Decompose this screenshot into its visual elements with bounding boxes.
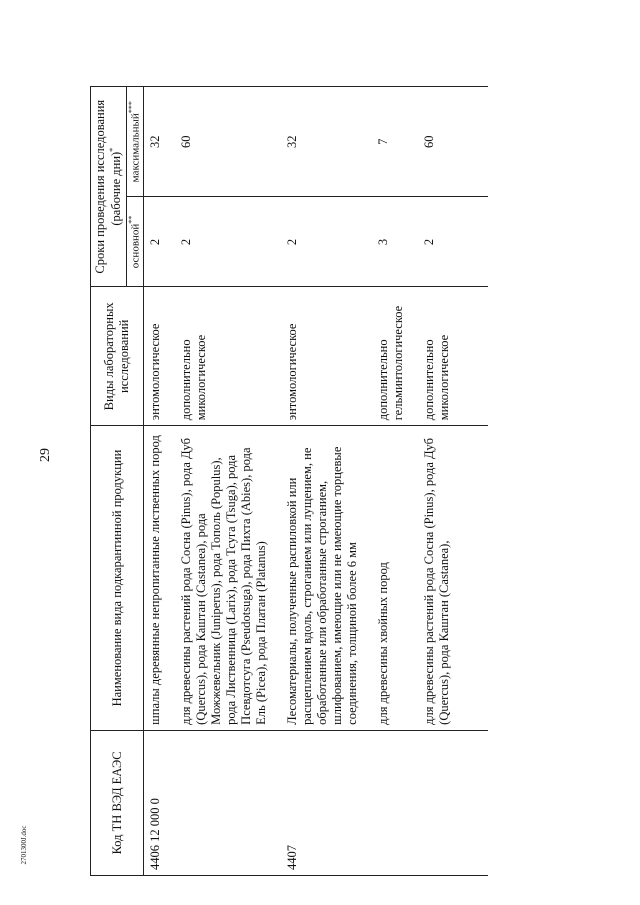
cell-name: шпалы деревянные непропитанные лиственных пород bbox=[144, 426, 170, 731]
cell-name: для древесины растений рода Сосна (Pinus), рода Дуб (Quercus), рода Каштан (Castanea), рода Можжевельник (Juniperus), рода Тополь (Populus), рода Лиственница (Larix), рода Тсуга (Tsuga), рода Псевдотсуга (Pseudotsuga), рода Пихта (Abies), рода Ель (Picea), рода Платан (Platanus) bbox=[169, 426, 275, 731]
cell-basic: 2 bbox=[275, 197, 366, 287]
cell-lab: дополнительно микологическое bbox=[412, 287, 488, 426]
cell-max: 60 bbox=[169, 87, 275, 197]
cell-basic: 2 bbox=[144, 197, 170, 287]
table-row bbox=[275, 87, 366, 876]
cell-code bbox=[169, 730, 275, 875]
footer-filename: 2701300J.doc bbox=[20, 825, 28, 865]
cell-max: 32 bbox=[144, 87, 170, 197]
cell-lab: энтомологическое bbox=[144, 287, 170, 426]
header-terms bbox=[91, 87, 127, 287]
header-terms-mark: * bbox=[108, 147, 117, 152]
cell-basic: 2 bbox=[412, 197, 488, 287]
page-number: 29 bbox=[38, 448, 53, 462]
cell-name: Лесоматериалы, полученные распиловкой или расщеплением вдоль, строганием или лущением, не обработанные или обработанные строганием, шлифованием, имеющие или не имеющие торцевые соединения, толщиной более 6 мм bbox=[275, 426, 366, 731]
header-terms-text: Сроки проведения исследования (рабочие дни) bbox=[93, 99, 124, 274]
cell-name: для древесины растений рода Сосна (Pinus), рода Дуб (Quercus), рода Каштан (Castanea), bbox=[412, 426, 488, 731]
header-max bbox=[127, 87, 144, 197]
header-name: Наименование вида подкарантинной продукции bbox=[91, 426, 144, 731]
quarantine-table bbox=[90, 86, 488, 876]
cell-lab: дополнительно гельминтологическое bbox=[366, 287, 412, 426]
cell-max: 60 bbox=[412, 87, 488, 197]
table-row bbox=[366, 87, 412, 876]
header-code: Код ТН ВЭД ЕАЭС bbox=[91, 730, 144, 875]
header-basic bbox=[127, 197, 144, 287]
cell-name: для древесины хвойных пород bbox=[366, 426, 412, 731]
cell-basic: 3 bbox=[366, 197, 412, 287]
cell-code: 4407 bbox=[275, 730, 366, 875]
header-basic-mark: ** bbox=[127, 215, 137, 224]
header-basic-text: основной bbox=[129, 223, 142, 269]
table-row bbox=[412, 87, 488, 876]
cell-code bbox=[412, 730, 488, 875]
cell-lab: энтомологическое bbox=[275, 287, 366, 426]
cell-max: 32 bbox=[275, 87, 366, 197]
table-row bbox=[169, 87, 275, 876]
cell-basic: 2 bbox=[169, 197, 275, 287]
table-row bbox=[144, 87, 170, 876]
rotated-table-container bbox=[90, 86, 590, 876]
cell-code: 4406 12 000 0 bbox=[144, 730, 170, 875]
cell-lab: дополнительно микологическое bbox=[169, 287, 275, 426]
cell-code bbox=[366, 730, 412, 875]
header-lab: Виды лабораторных исследований bbox=[91, 287, 144, 426]
header-max-text: максимальный bbox=[129, 113, 142, 183]
header-max-mark: *** bbox=[127, 101, 137, 114]
cell-max: 7 bbox=[366, 87, 412, 197]
